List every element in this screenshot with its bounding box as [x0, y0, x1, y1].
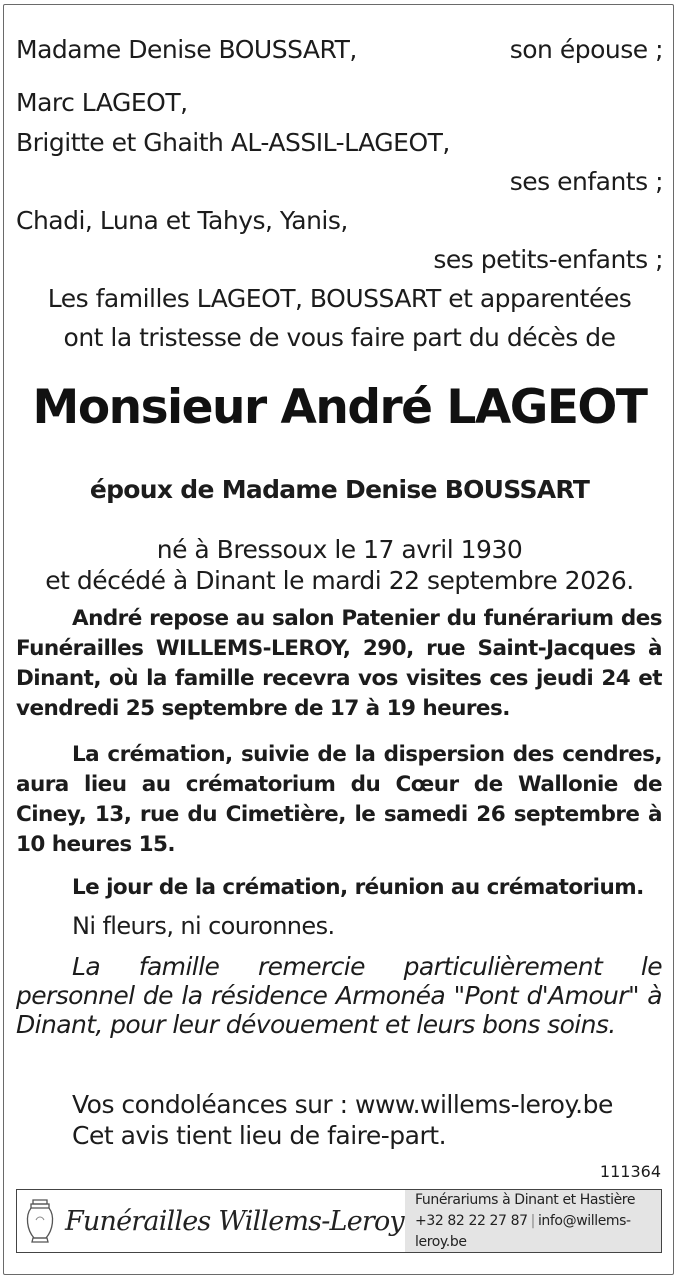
- funeral-home-locations: Funérariums à Dinant et Hastière: [415, 1191, 636, 1208]
- died-line: et décédé à Dinant le mardi 22 septembre 2026.: [45, 566, 634, 595]
- announce-line: ont la tristesse de vous faire part du décès de: [63, 323, 616, 352]
- spouse-name: Madame Denise BOUSSART,: [16, 35, 357, 64]
- spouse-role: son épouse ;: [509, 35, 663, 64]
- funeral-home-banner: [16, 1189, 662, 1253]
- funeral-home-contact-line: [415, 1211, 661, 1253]
- deceased-spouse-line: époux de Madame Denise BOUSSART: [89, 475, 590, 504]
- repose-paragraph: André repose au salon Patenier du funérarium des Funérailles WILLEMS-LEROY, 290, rue Saint-Jacques à Dinant, où la famille recevra vos visites ces jeudi 24 et vendredi 25 septembre de 17 à 19 heures.: [16, 606, 662, 721]
- born-line: né à Bressoux le 17 avril 1930: [156, 535, 523, 564]
- child-marc: Marc LAGEOT,: [16, 88, 188, 117]
- funeral-home-phone: +32 82 22 27 87: [415, 1212, 528, 1229]
- reference-number: 111364: [599, 1162, 661, 1181]
- grandchildren-role: ses petits-enfants ;: [433, 245, 663, 274]
- funeral-home-contact: [405, 1190, 661, 1252]
- funeral-home-email: info@willems-leroy.be: [415, 1212, 631, 1250]
- flowers-paragraph: Ni fleurs, ni couronnes.: [72, 912, 335, 940]
- cremation-paragraph: La crémation, suivie de la dispersion des cendres, aura lieu au crématorium du Cœur de Wallonie de Ciney, 13, rue du Cimetière, le samedi 26 septembre à 10 heures 15.: [16, 742, 662, 857]
- child-brigitte: Brigitte et Ghaith AL-ASSIL-LAGEOT,: [16, 128, 450, 157]
- children-role: ses enfants ;: [509, 167, 663, 196]
- funeral-home-logo: [17, 1190, 405, 1252]
- families-line: Les familles LAGEOT, BOUSSART et apparentées: [47, 284, 632, 313]
- contact-separator: |: [530, 1212, 535, 1229]
- notice-line: Cet avis tient lieu de faire-part.: [72, 1121, 447, 1150]
- condolences-line: Vos condoléances sur : www.willems-leroy.be: [72, 1090, 613, 1119]
- reunion-paragraph: Le jour de la crémation, réunion au crématorium.: [72, 875, 644, 900]
- thanks-paragraph: La famille remercie particulièrement le personnel de la résidence Armonéa "Pont d'Amour" à Dinant, pour leur dévouement et leurs bons soins.: [16, 952, 662, 1039]
- urn-icon: [23, 1196, 57, 1246]
- deceased-name: Monsieur André LAGEOT: [32, 380, 647, 435]
- grandchildren-names: Chadi, Luna et Tahys, Yanis,: [16, 206, 348, 235]
- funeral-home-name: Funérailles Willems-Leroy: [65, 1205, 404, 1237]
